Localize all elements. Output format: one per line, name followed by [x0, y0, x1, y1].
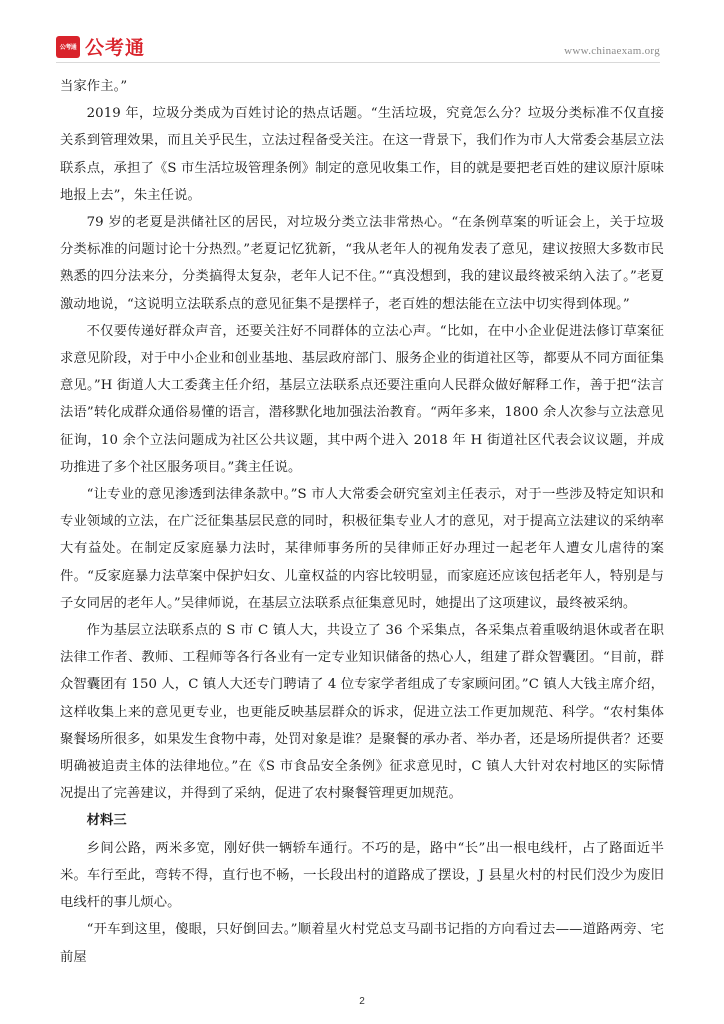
header-divider	[56, 62, 660, 63]
paragraph: 不仅要传递好群众声音，还要关注好不同群体的立法心声。“比如，在中小企业促进法修订草案征求意见阶段，对于中小企业和创业基地、基层政府部门、服务企业的街道社区等，都要从不同方面征集意见。”H 街道人大工委龚主任介绍，基层立法联系点还要注重向人民群众做好解释工作，善于把“法言法语”转化成群众通俗易懂的语言，潜移默化地加强法治教育。“两年多来，1800 余人次参与立法意见征询，10 余个立法问题成为社区公共议题，其中两个进入 2018 年 H 街道社区代表会议议题，并成功推进了多个社区服务项目。”龚主任说。	[60, 323, 664, 475]
paragraph: “让专业的意见渗透到法律条款中。”S 市人大常委会研究室刘主任表示，对于一些涉及特定知识和专业领域的立法，在广泛征集基层民意的同时，积极征集专业人才的意见，对于提高立法建议的采纳率大有益处。在制定反家庭暴力法时，某律师事务所的吴律师正好办理过一起老年人遭女儿虐待的案件。“反家庭暴力法草案中保护妇女、儿童权益的内容比较明显，而家庭还应该包括老年人，特别是与子女同居的老年人。”吴律师说，在基层立法联系点征集意见时，她提出了这项建议，最终被采纳。	[60, 487, 664, 611]
paragraph: “开车到这里，傻眼，只好倒回去。”顺着星火村党总支马副书记指的方向看过去——道路两旁、宅前屋	[60, 922, 664, 965]
paragraph: 作为基层立法联系点的 S 市 C 镇人大，共设立了 36 个采集点，各采集点着重吸纳退休或者在职法律工作者、教师、工程师等各行各业有一定专业知识储备的热心人，组建了群众智囊团。“目前，群众智囊团有 150 人，C 镇人大还专门聘请了 4 位专家学者组成了专家顾问团。”C 镇人大钱主席介绍，这样收集上来的意见更专业，也更能反映基层群众的诉求，促进立法工作更加规范、科学。“农村集体聚餐场所很多，如果发生食物中毒，处罚对象是谁？是聚餐的承办者、举办者，还是场所提供者？还要明确被追责主体的法律地位。”在《S 市食品安全条例》征求意见时，C 镇人大针对农村地区的实际情况提出了完善建议，并得到了采纳，促进了农村聚餐管理更加规范。	[60, 623, 664, 802]
paragraph-continuation: 当家作主。”	[60, 79, 128, 94]
logo-text: 公考通	[85, 37, 146, 59]
paragraph: 79 岁的老夏是洪储社区的居民，对垃圾分类立法非常热心。“在条例草案的听证会上，关于垃圾分类标准的问题讨论十分热烈。”老夏记忆犹新，“我从老年人的视角发表了意见，建议按照大多数市民熟悉的四分法来分，分类搞得太复杂，老年人记不住。”“真没想到，我的建议最终被采纳入法了。”老夏激动地说，“这说明立法联系点的意见征集不是摆样子，老百姓的想法能在立法中切实得到体现。”	[60, 215, 664, 312]
paragraph: 乡间公路，两米多宽，刚好供一辆轿车通行。不巧的是，路中“长”出一根电线杆，占了路面近半米。车行至此，弯转不得，直行也不畅，一长段出村的道路成了摆设，J 县星火村的村民们没少为废旧电线杆的事儿烦心。	[60, 840, 664, 911]
brand-logo[interactable]	[56, 33, 145, 60]
site-url[interactable]: www.chinaexam.org	[564, 45, 660, 57]
paragraph: 2019 年，垃圾分类成为百姓讨论的热点话题。“生活垃圾，究竟怎么分？垃圾分类标准不仅直接关系到管理效果，而且关乎民生，立法过程备受关注。在这一背景下，我们作为市人大常委会基层立法联系点，承担了《S 市生活垃圾管理条例》制定的意见收集工作，目的就是要把老百姓的建议原汁原味地报上去”，朱主任说。	[60, 106, 664, 203]
document-body	[60, 73, 664, 971]
page-number: 2	[359, 996, 365, 1007]
logo-badge-icon: 公考通	[56, 36, 80, 58]
section-heading: 材料三	[86, 813, 127, 829]
page-header	[0, 0, 724, 64]
